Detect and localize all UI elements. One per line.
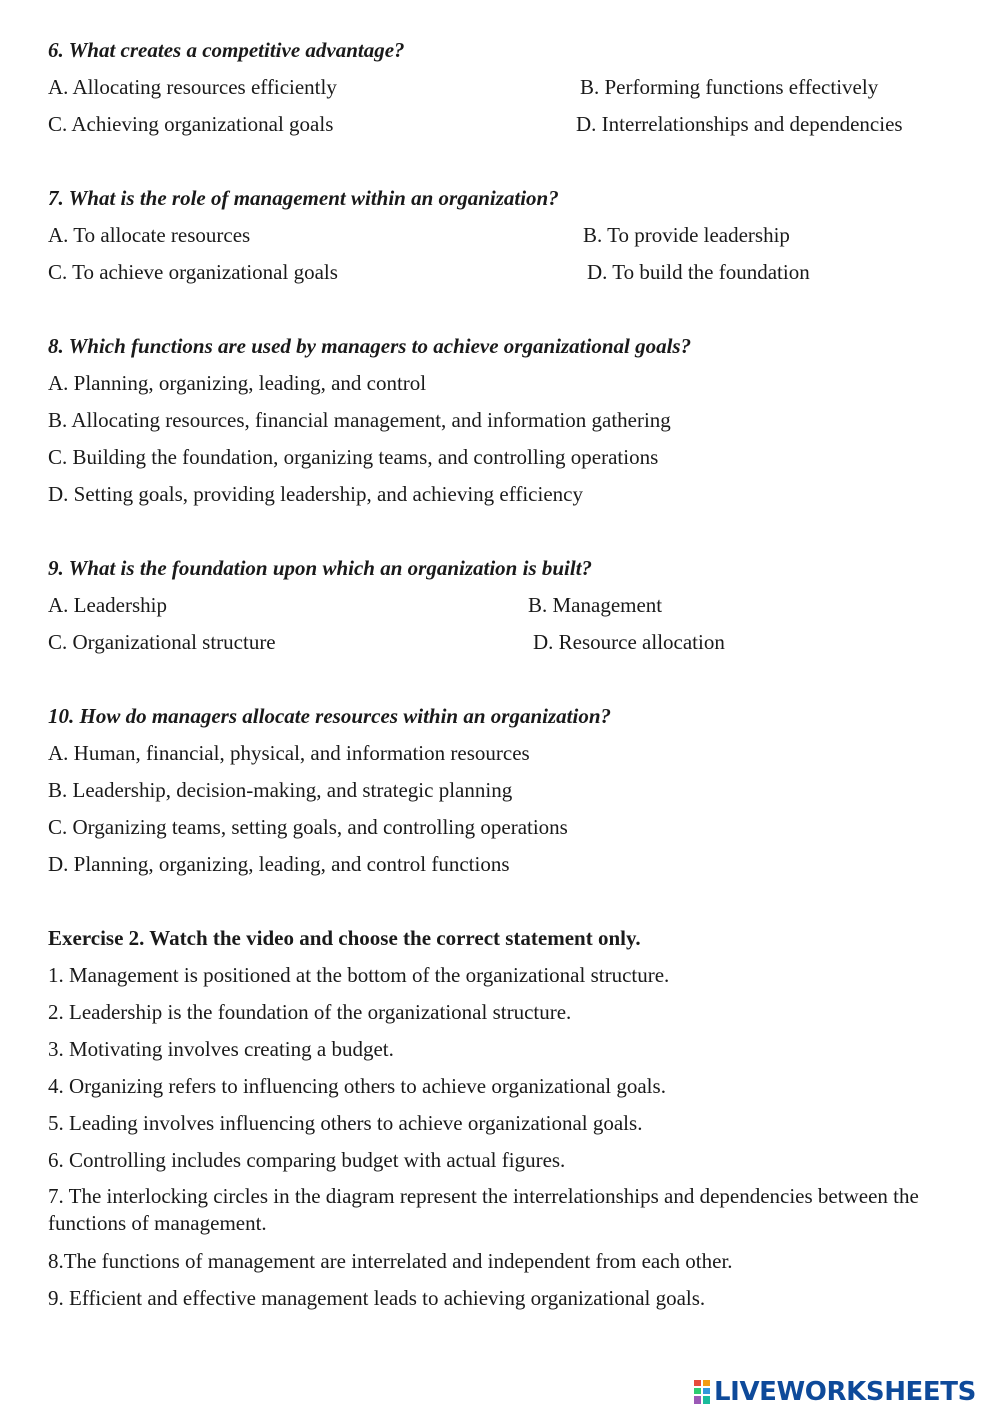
question-10-title: 10. How do managers allocate resources within an organization? xyxy=(48,704,612,728)
logo-square xyxy=(702,1379,711,1387)
question-6-option-a: A. Allocating resources efficiently xyxy=(48,75,337,99)
question-9-option-b: B. Management xyxy=(528,593,663,617)
question-6-option-b: B. Performing functions effectively xyxy=(580,75,879,99)
logo-square xyxy=(693,1387,702,1395)
question-10-option-c: C. Organizing teams, setting goals, and controlling operations xyxy=(48,815,568,839)
spacer xyxy=(48,517,968,554)
question-7-row-2 xyxy=(48,258,968,295)
statement-4: 4. Organizing refers to influencing others to achieve organizational goals. xyxy=(48,1074,666,1098)
statement-6: 6. Controlling includes comparing budget with actual figures. xyxy=(48,1148,566,1172)
statement-7: 7. The interlocking circles in the diagram represent the interrelationships and dependencies between the functions of management. xyxy=(48,1184,919,1235)
question-9 xyxy=(48,554,968,665)
question-10-option-a: A. Human, financial, physical, and information resources xyxy=(48,741,530,765)
logo-square xyxy=(702,1395,711,1405)
statement-9: 9. Efficient and effective management leads to achieving organizational goals. xyxy=(48,1286,706,1310)
question-6-option-c: C. Achieving organizational goals xyxy=(48,112,334,136)
question-8-option-b: B. Allocating resources, financial management, and information gathering xyxy=(48,408,671,432)
question-6-row-2 xyxy=(48,110,968,147)
question-7-option-c: C. To achieve organizational goals xyxy=(48,260,338,284)
logo-square xyxy=(693,1379,702,1387)
question-8-option-d: D. Setting goals, providing leadership, and achieving efficiency xyxy=(48,482,583,506)
question-9-row-2 xyxy=(48,628,968,665)
question-9-option-c: C. Organizational structure xyxy=(48,630,276,654)
question-9-option-a: A. Leadership xyxy=(48,593,167,617)
statement-3: 3. Motivating involves creating a budget. xyxy=(48,1037,394,1061)
question-10-option-d: D. Planning, organizing, leading, and control functions xyxy=(48,852,510,876)
question-7 xyxy=(48,184,968,295)
question-6 xyxy=(48,36,968,147)
question-8-option-a: A. Planning, organizing, leading, and control xyxy=(48,371,427,395)
liveworksheets-logo-icon xyxy=(693,1379,711,1405)
question-9-title: 9. What is the foundation upon which an organization is built? xyxy=(48,556,593,580)
exercise-2 xyxy=(48,924,968,1321)
question-9-option-d: D. Resource allocation xyxy=(533,630,725,654)
liveworksheets-logo-text: LIVEWORKSHEETS xyxy=(714,1377,976,1407)
spacer xyxy=(48,147,968,184)
spacer xyxy=(48,295,968,332)
statement-2: 2. Leadership is the foundation of the organizational structure. xyxy=(48,1000,572,1024)
statement-1: 1. Management is positioned at the bottom of the organizational structure. xyxy=(48,963,670,987)
question-6-option-d: D. Interrelationships and dependencies xyxy=(576,112,903,136)
logo-square xyxy=(702,1387,711,1395)
question-7-option-b: B. To provide leadership xyxy=(583,223,790,247)
question-8-title: 8. Which functions are used by managers to achieve organizational goals? xyxy=(48,334,692,358)
statement-5: 5. Leading involves influencing others to achieve organizational goals. xyxy=(48,1111,643,1135)
spacer xyxy=(48,665,968,702)
question-7-row-1 xyxy=(48,221,968,258)
question-8 xyxy=(48,332,968,517)
question-6-row-1 xyxy=(48,73,968,110)
liveworksheets-logo[interactable] xyxy=(693,1376,989,1408)
logo-square xyxy=(693,1395,702,1405)
question-6-title: 6. What creates a competitive advantage? xyxy=(48,38,405,62)
spacer xyxy=(48,887,968,924)
question-7-title: 7. What is the role of management within an organization? xyxy=(48,186,559,210)
question-9-row-1 xyxy=(48,591,968,628)
question-8-option-c: C. Building the foundation, organizing teams, and controlling operations xyxy=(48,445,659,469)
worksheet-page xyxy=(48,36,968,1321)
question-7-option-a: A. To allocate resources xyxy=(48,223,251,247)
exercise-2-title: Exercise 2. Watch the video and choose the correct statement only. xyxy=(48,926,641,950)
question-10 xyxy=(48,702,968,887)
question-10-option-b: B. Leadership, decision-making, and strategic planning xyxy=(48,778,513,802)
question-7-option-d: D. To build the foundation xyxy=(587,260,810,284)
statement-8: 8.The functions of management are interrelated and independent from each other. xyxy=(48,1249,733,1273)
